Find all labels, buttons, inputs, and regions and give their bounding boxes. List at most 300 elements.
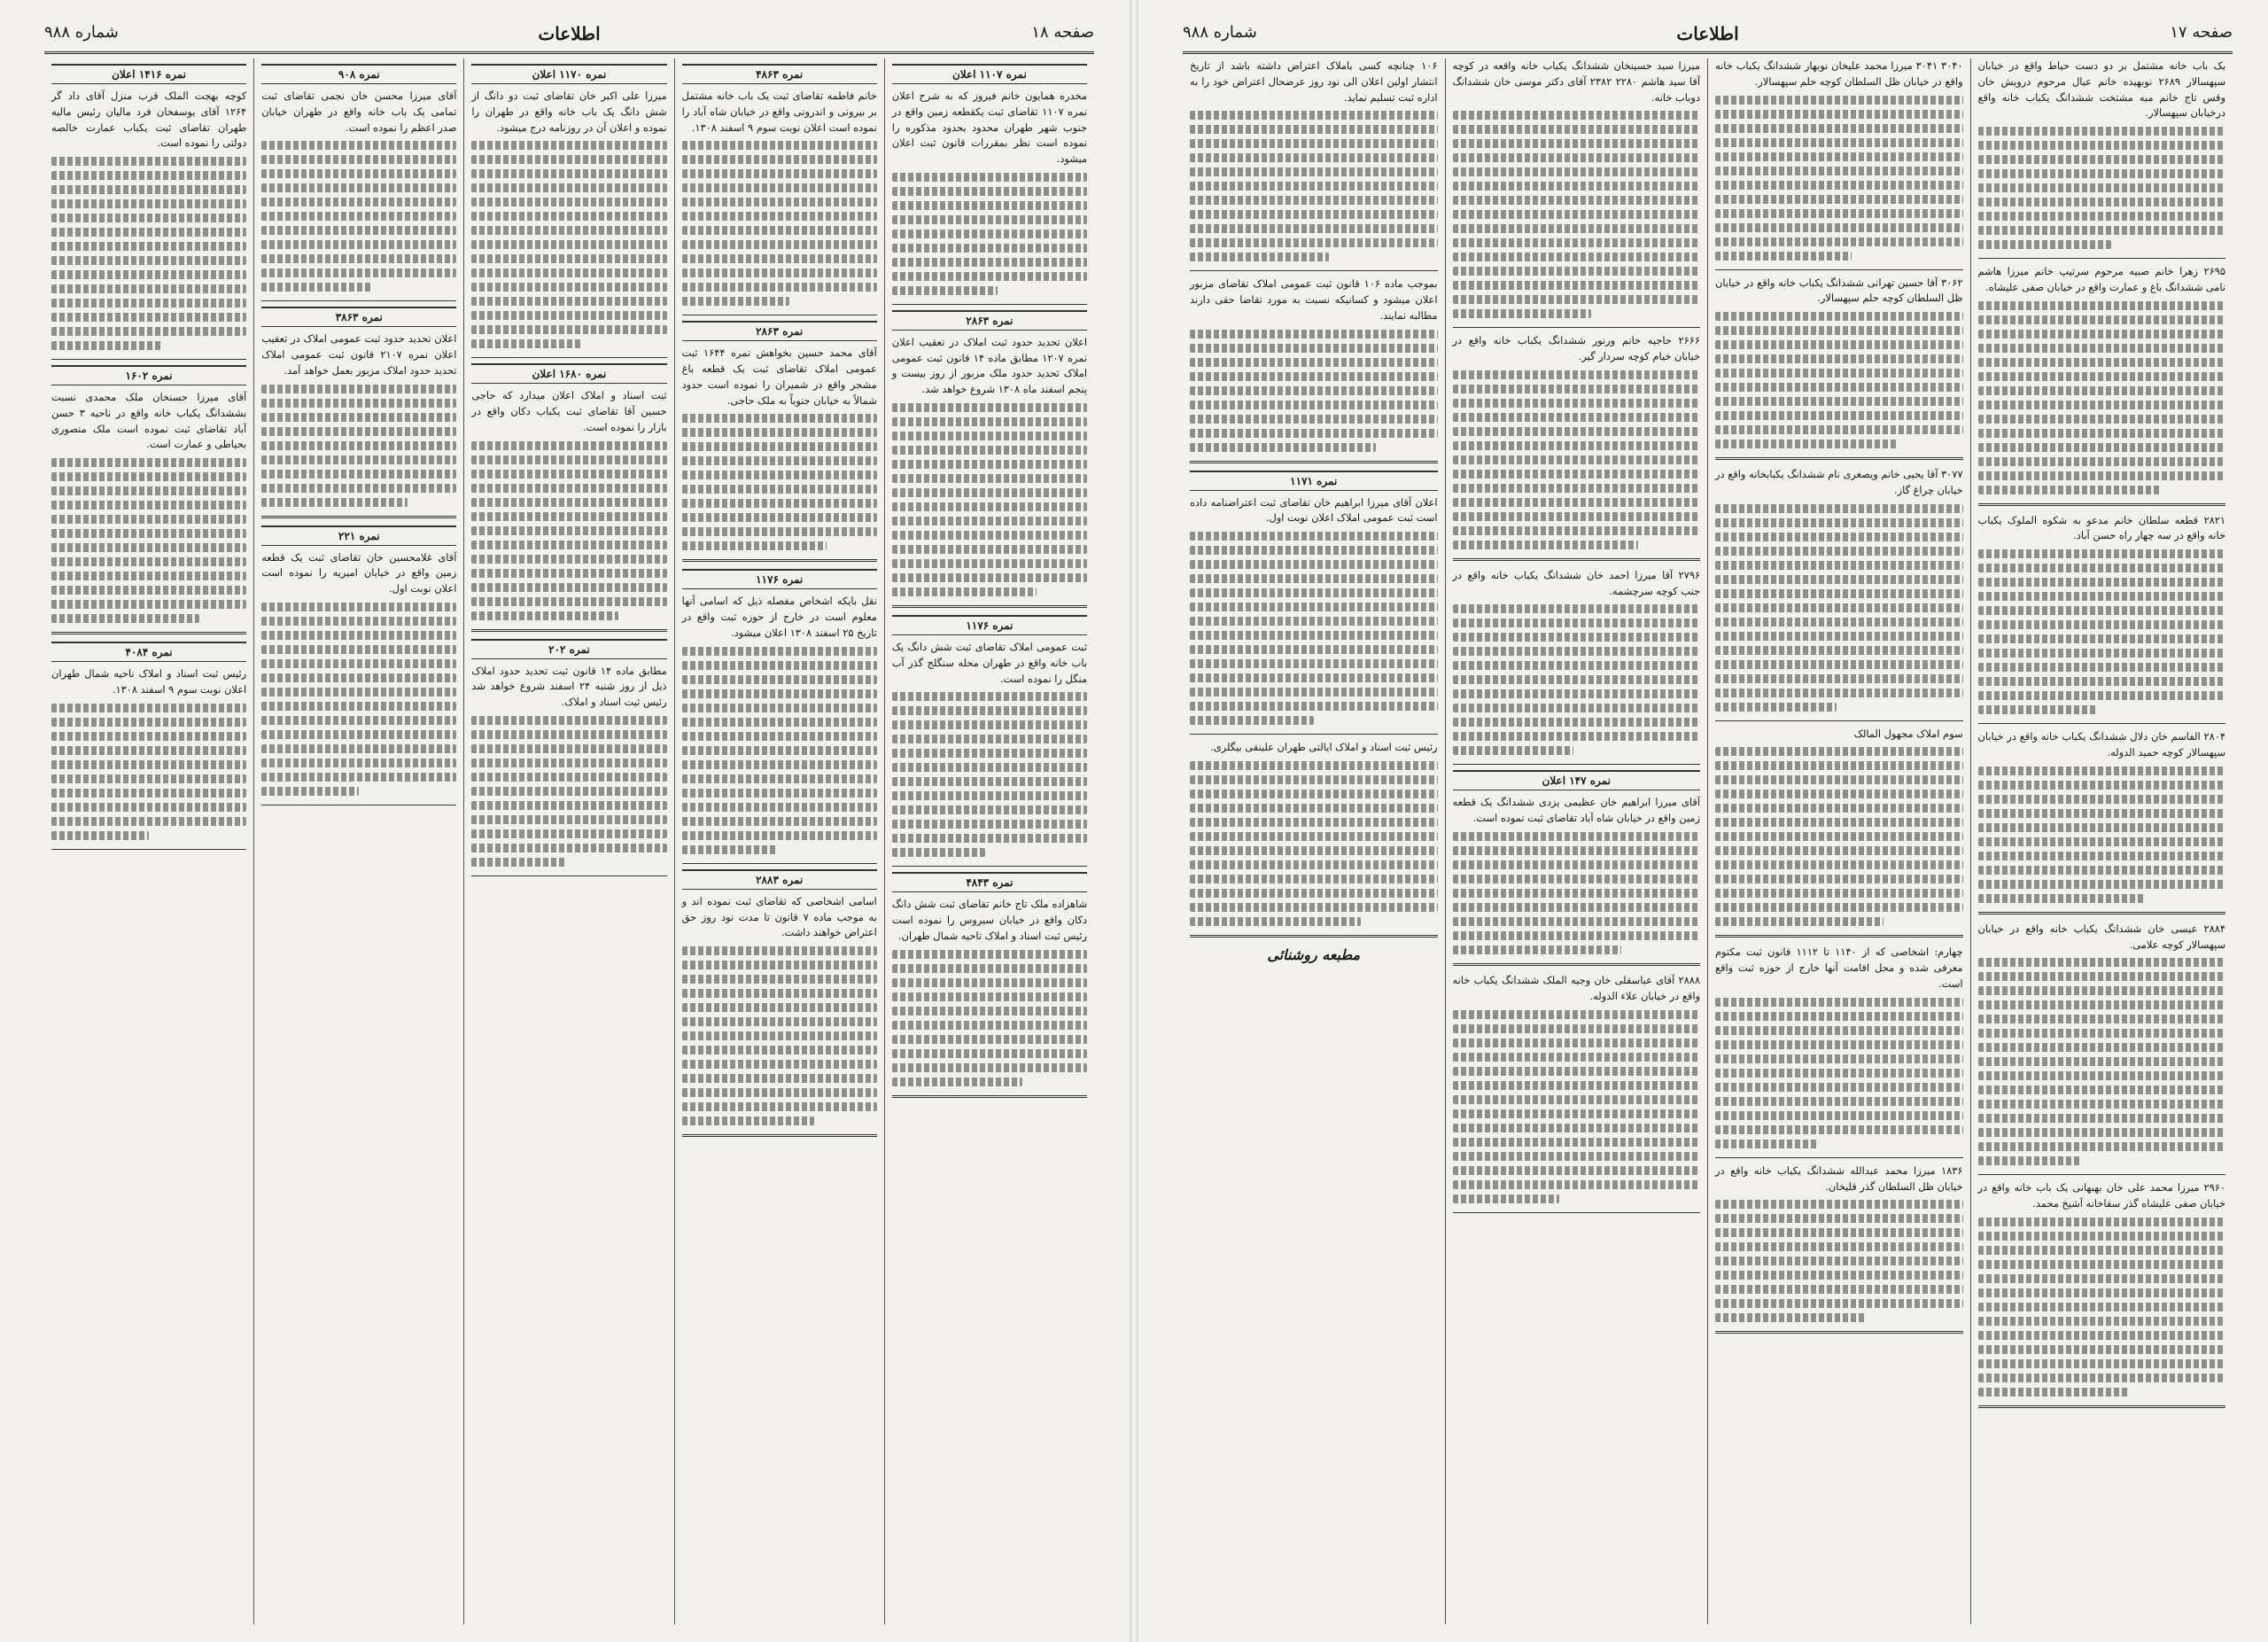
text-line [1978,1128,2226,1137]
notice-block [1715,945,1963,1148]
text-line [1715,1313,1866,1322]
text-line [1978,649,2226,658]
text-line [1190,917,1361,926]
text-line [1190,372,1438,381]
text-line [1715,1200,1963,1209]
right-page-masthead: اطلاعات [1676,23,1739,44]
text-line [1453,889,1701,898]
text-line [1715,674,1963,683]
printed-lines [1453,1010,1701,1203]
column-5 [44,58,253,1624]
text-line [1715,632,1963,641]
printed-lines [1453,832,1701,954]
column-divider [682,1134,877,1137]
text-line [1190,182,1438,191]
notice-text: ثبت عمومی املاک تقاضای ثبت شش دانگ یک باب خانه واقع در طهران محله سنگلج گذر آب منگل را نموده است. [891,641,1087,685]
text-line [1190,196,1438,205]
text-line [1190,631,1438,640]
text-line [261,759,456,767]
text-line [471,268,666,277]
text-line [51,704,246,712]
text-line [471,498,666,507]
text-line [1978,198,2226,206]
text-line [1190,330,1438,339]
text-line [1190,659,1438,668]
text-line [1453,647,1701,656]
text-line [1190,532,1438,541]
printed-lines [1715,1200,1963,1322]
text-line [51,157,246,166]
text-line [892,517,1087,525]
notice-block [1978,264,2226,494]
text-line [1715,1012,1963,1021]
printed-lines [51,704,246,840]
text-line [682,1060,877,1069]
text-line [1978,141,2226,150]
text-line [471,787,666,796]
column-divider [1978,1174,2226,1175]
text-line [51,486,246,495]
text-line [682,283,877,292]
text-line [1190,429,1438,438]
text-line [1190,889,1438,898]
text-line [892,573,1087,582]
text-line [1190,125,1438,134]
text-line [471,212,666,221]
text-line [1715,504,1963,513]
column-divider [1978,723,2226,724]
text-line [892,1078,1023,1086]
text-line [1978,809,2226,818]
text-line [1715,195,1963,204]
text-line [471,730,666,739]
text-line [1453,413,1701,422]
text-line [51,270,246,279]
text-line [892,258,1087,267]
notice-text: ۲۸۸۸ آقای عباسقلی خان وجیه الملک ششدانگ یکباب خانه واقع در خیابان علاء الدوله. [1452,974,1700,1002]
notice-text: ۲۸۸۴ عیسی خان ششدانگ یکباب خانه واقع در خیابان سپهسالار کوچه علامی. [1977,922,2225,951]
text-line [1715,1228,1963,1237]
text-line [1190,645,1438,654]
printed-lines [682,647,877,854]
notice-text: اعلان آقای میرزا ابراهیم خان تقاضای ثبت اعتراضنامه داده است ثبت عمومی املاک اعلان نوبت اول. [1190,495,1438,525]
printed-lines [1978,958,2226,1165]
text-line [1453,1195,1559,1203]
text-line [261,268,456,277]
printed-lines [682,946,877,1125]
column-divider [892,866,1087,867]
notice-text: ۲۶۹۵ زهرا خانم صبیه مرحوم سرتیپ خانم میرزا هاشم نامی ششدانگ باغ و عمارت واقع در خیابان صفی علیشاه. [1977,265,2225,293]
text-line [1190,804,1438,813]
printed-lines [1715,96,1963,261]
notice-text: ۲۷۹۶ آقا میرزا احمد خان ششدانگ یکباب خانه واقع در جنب کوچه سرچشمه. [1452,568,1700,597]
text-line [51,327,246,336]
text-line [682,485,877,494]
text-line [261,212,456,221]
text-line [1715,1040,1963,1049]
text-line [682,1117,815,1125]
notice-text: آقای میرزا حسنخان ملک محمدی نسبت بششدانگ یکباب خانه واقع در ناحیه ۳ حسن آباد تقاضای ثبت نموده است ملک منصوری بحیاطی و عمارت است. [50,391,247,451]
text-line [1978,443,2226,452]
text-line [471,283,666,292]
text-line [892,230,1087,238]
text-line [1453,931,1701,940]
notice-text: شاهزاده ملک تاج خانم تقاضای ثبت شش دانگ دکان واقع در خیابان سیروس را نموده است رئیس ثبت اسناد و املاک تاحیه شمال طهران. [891,898,1087,942]
text-line [892,964,1087,973]
text-line [471,441,666,450]
column-divider [261,300,456,301]
right-page-number: صفحه ۱۷ [2170,23,2233,42]
text-line [471,311,666,320]
notice-block [682,569,877,853]
text-line [1715,775,1963,784]
text-line [1715,818,1963,827]
text-line [51,242,246,251]
text-line [1453,633,1701,642]
text-line [1978,691,2226,700]
text-line [1715,846,1963,855]
text-line [261,716,456,725]
text-line [682,718,877,727]
text-line [51,214,246,222]
notice-heading: نمره ۱۱۷۱ [1190,471,1438,491]
text-line [682,141,877,150]
text-line [1190,617,1438,626]
column-divider [1453,963,1701,966]
column-divider [1978,912,2226,914]
text-line [51,746,246,755]
text-line [1453,281,1701,290]
text-line [1715,425,1963,434]
notice-text: چهارم: اشخاصی که از ۱۱۴۰ تا ۱۱۱۲ قانون ثبت مکتوم معرفی شده و محل اقامت آنها خارج از حوزه ثبت واقع است. [1715,946,1963,991]
text-line [1715,1242,1963,1251]
text-line [261,399,456,408]
text-line [1453,832,1701,841]
notice-text: ۳۰۶۲ آقا حسین تهرانی ششدانگ یکباب خانه واقع در خیابان ظل السلطان کوچه حلم سپهسالار. [1715,276,1963,305]
text-line [261,484,456,493]
text-line [1978,1246,2226,1255]
notice-block [1978,1180,2226,1397]
text-line [1715,1257,1963,1265]
notice-heading: نمره ۲۸۶۳ [892,310,1087,331]
printed-lines [1190,532,1438,725]
column-1 [884,58,1094,1624]
left-page-number: صفحه ۱۸ [1031,23,1094,42]
notice-block [682,869,877,1125]
text-line [1453,125,1701,134]
text-line [1978,183,2226,192]
text-line [682,647,877,656]
text-line [682,499,877,508]
text-line [1978,1142,2226,1151]
text-line [51,515,246,524]
text-line [1453,309,1592,318]
notice-block [51,642,246,840]
printed-lines [892,692,1087,857]
text-line [1978,880,2226,889]
text-line [892,187,1087,196]
text-line [1190,401,1438,409]
text-line [1453,541,1639,549]
printed-lines [1190,111,1438,261]
text-line [1453,167,1701,176]
text-line [682,961,877,969]
column-divider [1190,270,1438,271]
text-line [682,268,877,277]
text-line [471,470,666,479]
text-line [1978,677,2226,686]
text-line [892,488,1087,497]
notice-text: مخدره همایون خانم فیروز که به شرح اعلان نمره ۱۱۰۷ تقاضای ثبت یکقطعه زمین واقع در جنوب شهر طهران محدود بحدود مذکوره را نموده است نظر بمقررات قانون ثبت اعلان میشود. [891,89,1087,166]
printed-lines [892,950,1087,1086]
notice-text: ۲۸۲۱ قطعه سلطان خانم مدعو به شکوه الملوک یکباب خانه واقع در سه چهار راه حسن آباد. [1977,513,2225,542]
text-line [1715,181,1963,190]
text-line [51,341,163,350]
notice-text: کوچه بهجت الملک قرب منزل آقای داد گر ۱۲۶۴ آقای یوسفخان فرد مالیان رئیس مالیه طهران تقاضای ثبت یکباب عمارت خالصه دولتی را نموده است. [50,89,247,150]
text-line [1715,1111,1963,1120]
text-line [1715,575,1963,584]
text-line [1978,1218,2226,1226]
text-line [682,226,877,235]
text-line [1715,618,1963,626]
notice-heading: نمره ۱۱۷۶ [682,569,877,589]
text-line [261,787,359,796]
text-line [1453,946,1621,954]
text-line [1715,369,1963,377]
text-line [892,460,1087,469]
text-line [892,720,1087,729]
notice-text: بموجب ماده ۱۰۶ قانون ثبت عمومی املاک تقاضای مزبور اعلان میشود و کسانیکه نسبت به مورد تقاضا حقی دارند مطالبه نمایند. [1190,277,1438,322]
text-line [1978,1288,2226,1297]
text-line [1715,646,1963,655]
notice-block [892,64,1087,295]
notice-text: رئیس ثبت اسناد و املاک ناحیه شمال طهران اعلان نوبت سوم ۹ اسفند ۱۳۰۸. [50,667,247,696]
text-line [892,820,1087,829]
printed-lines [1453,370,1701,549]
text-line [471,611,617,620]
text-line [471,815,666,824]
text-line [1453,1010,1701,1019]
column-divider [1715,720,1963,721]
text-line [1978,1374,2226,1382]
notice-heading: نمره ۱۶۸۰ اعلان [471,363,666,384]
text-line [1190,386,1438,395]
text-line [1190,818,1438,827]
text-line [261,617,456,626]
text-line [1978,169,2226,178]
text-line [682,845,778,854]
printed-lines [892,403,1087,596]
text-line [1190,560,1438,569]
column-divider [1715,1157,1963,1158]
text-line [1190,603,1438,611]
notice-block [682,321,877,550]
text-line [1453,860,1701,869]
text-line [1715,603,1963,612]
text-line [1190,238,1438,247]
text-line [682,989,877,998]
text-line [51,586,246,595]
text-line [682,155,877,164]
notice-heading: نمره ۴۸۶۳ [682,64,877,84]
text-line [892,244,1087,253]
notice-text: ۲۸۰۴ الفاسم خان دلال ششدانگ یکباب خانه واقع در خیابان سپهسالار کوچه حمید الدوله. [1977,730,2225,759]
text-line [1453,1166,1701,1175]
text-line [1978,315,2226,324]
page-gutter [1130,0,1138,1642]
text-line [471,240,666,249]
notice-text: ۳۰۷۷ آقا یحیی خانم ویصغری نام ششدانگ یکبابخانه واقع در خیابان چراغ گاز. [1715,468,1963,496]
notice-text: نقل بایکه اشخاص مفصله ذیل که اسامی آنها معلوم است در خارج از حوزه ثبت واقع در تاریخ ۲۵ اسفند ۱۳۰۸ اعلان میشود. [681,595,877,640]
text-line [892,1049,1087,1058]
text-line [1978,1260,2226,1269]
text-line [1190,688,1438,696]
text-line [682,513,877,522]
text-line [1978,866,2226,875]
text-line [261,688,456,696]
text-line [892,992,1087,1001]
text-line [261,455,456,464]
text-line [892,848,986,857]
notice-block [1715,58,1963,261]
text-line [1978,1359,2226,1368]
text-line [892,215,1087,224]
notice-block [1978,729,2226,903]
text-line [471,759,666,767]
printed-lines [471,141,666,348]
notice-text: یک باب خانه مشتمل بر دو دست حیاط واقع در خیابان سپهسالار ۲۶۸۹ نوبهیده خانم عیال مرحوم درویش خان وقس تاج خانم مبه مشتخت ششدانگ یکباب خانه واقع درخیابان سپهسالار. [1977,59,2225,120]
text-line [51,501,246,510]
text-line [682,198,877,206]
printed-lines [682,414,877,550]
text-line [1978,592,2226,601]
notice-heading: نمره ۱۱۷۶ [892,615,1087,635]
printed-lines [1715,747,1963,926]
column-2 [1707,58,1970,1624]
text-line [1190,716,1314,725]
text-line [1715,1214,1963,1223]
notice-heading: نمره ۱۱۰۷ اعلان [892,64,1087,84]
text-line [471,801,666,810]
notice-heading: نمره ۱۱۷۰ اعلان [471,64,666,84]
column-2 [674,58,884,1624]
text-line [1453,111,1701,120]
text-line [682,760,877,769]
text-line [261,413,456,422]
text-line [1978,564,2226,572]
text-line [1190,139,1438,148]
column-divider [1190,935,1438,938]
text-line [51,299,246,307]
text-line [682,297,789,306]
text-line [261,240,456,249]
text-line [892,173,1087,182]
text-line [1190,253,1329,261]
printed-lines [1453,604,1701,755]
text-line [1715,761,1963,770]
notice-text: اسامی اشخاصی که تقاضای ثبت نموده اند و به موجب ماده ۷ قانون تا مدت نود روز حق اعتراض خواهند داشت. [681,894,877,939]
right-page-columns [1183,58,2233,1624]
text-line [1978,212,2226,221]
text-line [1978,1232,2226,1241]
printed-lines [1715,998,1963,1148]
text-line [1978,705,2097,714]
text-line [682,1017,877,1026]
text-line [1190,673,1438,682]
text-line [1453,427,1701,436]
text-line [1978,127,2226,136]
text-line [1190,903,1438,912]
text-line [1978,1071,2226,1080]
column-divider [1453,558,1701,561]
text-line [892,777,1087,786]
text-line [1715,124,1963,133]
text-line [1190,846,1438,855]
text-line [261,169,456,178]
printed-lines [51,458,246,623]
column-divider [1190,734,1438,735]
notice-block [1453,58,1701,318]
text-line [1453,689,1701,698]
text-line [1453,718,1701,727]
left-page-issue-number: شماره ۹۸۸ [44,23,119,42]
text-line [892,559,1087,568]
printed-lines [1978,1218,2226,1397]
text-line [682,212,877,221]
text-line [1715,547,1963,556]
text-line [892,286,998,295]
column-divider [471,875,666,876]
text-line [1453,619,1701,627]
text-line [1453,1039,1701,1047]
text-line [1453,470,1701,479]
text-line [51,256,246,265]
column-divider [1453,764,1701,765]
text-line [471,773,666,782]
text-line [1715,689,1963,697]
notice-text: آقای میرزا محسن خان نجمی تقاضای ثبت تمامی یک باب خانه واقع در طهران خیابان صدر اعظم را نموده است. [261,89,457,134]
text-line [261,730,456,739]
text-line [892,1021,1087,1030]
text-line [1453,182,1701,191]
notice-block [471,363,666,619]
text-line [1715,312,1963,321]
text-line [1453,675,1701,684]
text-line [682,661,877,670]
text-line [892,763,1087,772]
text-line [51,831,149,840]
printed-lines [471,716,666,867]
text-line [1453,253,1701,261]
text-line [1715,110,1963,119]
left-page-masthead: اطلاعات [538,23,601,44]
text-line [1715,167,1963,175]
notice-block [1715,467,1963,712]
text-line [1978,823,2226,832]
notice-heading: نمره ۱۴۱۶ اعلان [51,64,246,84]
printed-lines [1715,504,1963,712]
text-line [471,297,666,306]
printer-signature: مطبعه روشنائی [1267,946,1361,964]
column-divider [1453,327,1701,328]
text-line [892,201,1087,210]
text-line [1715,660,1963,669]
text-line [261,198,456,206]
column-divider [1715,935,1963,938]
column-3 [1445,58,1708,1624]
text-line [1453,846,1701,855]
printed-lines [1453,111,1701,318]
